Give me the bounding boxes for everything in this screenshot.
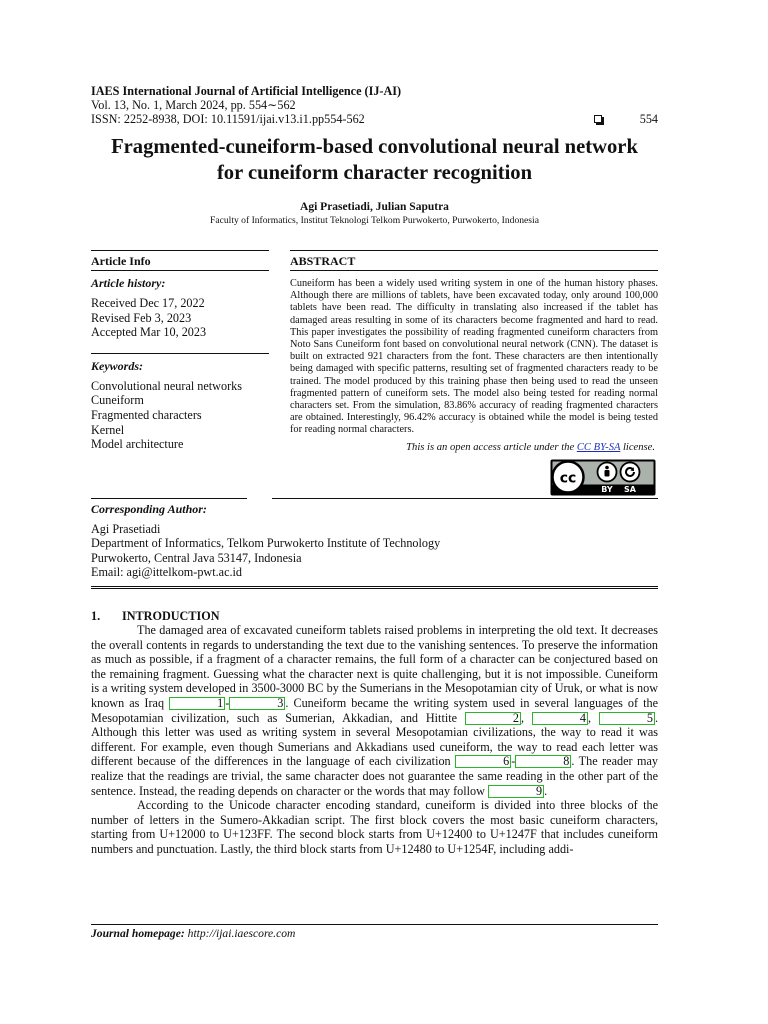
title-line-1: Fragmented-cuneiform-based convolutional neural network	[111, 136, 638, 158]
journal-name: IAES International Journal of Artificial Intelligence (IJ-AI)	[91, 84, 402, 98]
abstract-heading: ABSTRACT	[290, 254, 356, 268]
citation-link[interactable]: 5	[599, 712, 655, 725]
keywords-list	[91, 379, 269, 452]
citation-link[interactable]: 1	[169, 697, 225, 710]
corresponding-rules	[91, 498, 658, 499]
received-date: Received Dec 17, 2022	[91, 296, 205, 310]
affiliation: Faculty of Informatics, Institut Teknologi Telkom Purwokerto, Purwokerto, Indonesia	[210, 215, 539, 226]
corresponding-name: Agi Prasetiadi	[91, 521, 161, 536]
keyword: Kernel	[91, 422, 125, 437]
corresponding-heading: Corresponding Author:	[91, 501, 207, 516]
corresponding-email: Email: agi@ittelkom-pwt.ac.id	[91, 565, 243, 580]
corresponding-address: Purwokerto, Central Java 53147, Indonesia	[91, 550, 302, 565]
journal-header	[91, 84, 658, 126]
keyword: Cuneiform	[91, 393, 144, 408]
intro-number: 1.	[91, 609, 101, 624]
cc-by-sa-link[interactable]: CC BY-SA	[576, 441, 621, 453]
journal-footer	[91, 927, 295, 940]
title-line-2: for cuneiform character recognition	[216, 162, 533, 184]
license-suffix: license.	[622, 441, 655, 453]
footer-rule	[91, 924, 658, 925]
article-history-heading: Article history:	[91, 276, 166, 290]
license-prefix: This is an open access article under the	[406, 441, 575, 453]
cc-glyph: cc	[559, 470, 577, 487]
revised-date: Revised Feb 3, 2023	[91, 310, 192, 325]
citation-link[interactable]: 4	[532, 712, 588, 725]
keywords-heading: Keywords:	[91, 358, 143, 373]
keyword: Model architecture	[91, 437, 184, 452]
intro-title: INTRODUCTION	[122, 609, 220, 624]
citation-link[interactable]: 8	[515, 755, 571, 768]
article-info	[91, 250, 269, 496]
footer-label: Journal homepage:	[91, 927, 185, 940]
share-alike-icon	[621, 462, 640, 481]
citation-link[interactable]: 6	[455, 755, 511, 768]
section-divider	[91, 586, 658, 589]
paper-page	[91, 84, 658, 857]
info-abstract-block	[91, 250, 658, 496]
journal-volume: Vol. 13, No. 1, March 2024, pp. 554∼562	[91, 98, 296, 112]
article-info-heading: Article Info	[91, 254, 151, 268]
paper-title	[91, 134, 658, 186]
intro-heading	[91, 609, 658, 623]
abstract-text: Cuneiform has been a widely used writing system in one of the human history phases. Although there are millions of tablets, have been excavated today, only around 100,000 tablets have been read. The difficulty in translating also increased if the tablet has damaged areas resulting in some of its characters become fragmented and hard to read. This paper investigates the possibility of reading fragmented cuneiform characters from Noto Sans Cuneiform font based on convolutional neural network (CNN). The dataset is built on extracted 921 characters from the font. These characters are then intentionally being damaged with specific patterns, resulting set of fragmented characters ready to be trained. The model produced by this training phase then being used to read the unseen fragmented pattern of cuneiform sets. The model also being tested for reading normal characters set. From the simulation, 83.86% accuracy of reading fragmented characters are obtained. Interestingly, 96.42% accuracy is obtained while the model is being tested for reading normal characters.	[290, 278, 658, 436]
page-number: 554	[639, 112, 658, 126]
intro-paragraph-2: According to the Unicode character encoding standard, cuneiform is divided into three blocks of the number of letters in the Sumero-Akkadian script. The first block covers the most basic cuneiform characters, starting from U+12000 to U+123FF. The second block starts from U+12400 to U+1247F that includes cuneiform numbers and punctuation. Lastly, the third block starts from U+12480 to U+1254F, including addi-	[91, 798, 658, 856]
citation-link[interactable]: 9	[488, 785, 544, 798]
accepted-date: Accepted Mar 10, 2023	[91, 325, 207, 340]
keyword: Fragmented characters	[91, 407, 202, 422]
license-note	[290, 442, 658, 453]
footer-url[interactable]: http://ijai.iaescore.com	[187, 927, 296, 940]
by-label: BY	[601, 484, 613, 494]
issn-row	[91, 112, 658, 126]
box-icon	[594, 115, 602, 123]
corresponding-author	[91, 502, 658, 580]
citation-link[interactable]: 3	[229, 697, 285, 710]
authors: Agi Prasetiadi, Julian Saputra	[300, 201, 449, 213]
cc-by-sa-badge[interactable]	[290, 459, 658, 496]
citation-link[interactable]: 2	[465, 712, 521, 725]
sa-label: SA	[624, 484, 636, 494]
issn-doi: ISSN: 2252-8938, DOI: 10.11591/ijai.v13.i1.pp554-562	[91, 112, 365, 126]
corresponding-dept: Department of Informatics, Telkom Purwokerto Institute of Technology	[91, 536, 441, 551]
keyword: Convolutional neural networks	[91, 378, 242, 393]
introduction-section	[91, 609, 658, 857]
abstract-section	[290, 250, 658, 496]
intro-paragraph-1: The damaged area of excavated cuneiform tablets raised problems in interpreting the old text. It decreases the overall contents in regards to understanding the text due to the vanishing sentences. To preserve the information as much as possible, if a fragment of a character remains, the full form of a character can be conjectured based on the remaining fragment. Guessing what the character next is quite challenging, but it is not impossible. Cuneiform is a writing system developed in 3500-3000 BC by the Sumerians in the Mesopotamian city of Uruk, or what is now known as Iraq 1 - 3 . Cuneiform became the writing system used in several languages of the Mesopotamian civilization, such as Sumerian, Akkadian, and Hittite 2 , 4 , 5 . Although this letter was used as writing system in several Mesopotamian civilizations, the way to read it was different. For example, even though Sumerians and Akkadians used cuneiform, the way to read each letter was different because of the differences in the language of each civilization 6 - 8 . The reader may realize that the readings are trivial, the same character does not guarantee the same reading in the other part of the sentence. Instead, the reading depends on character or the words that may follow 9 .	[91, 623, 659, 798]
